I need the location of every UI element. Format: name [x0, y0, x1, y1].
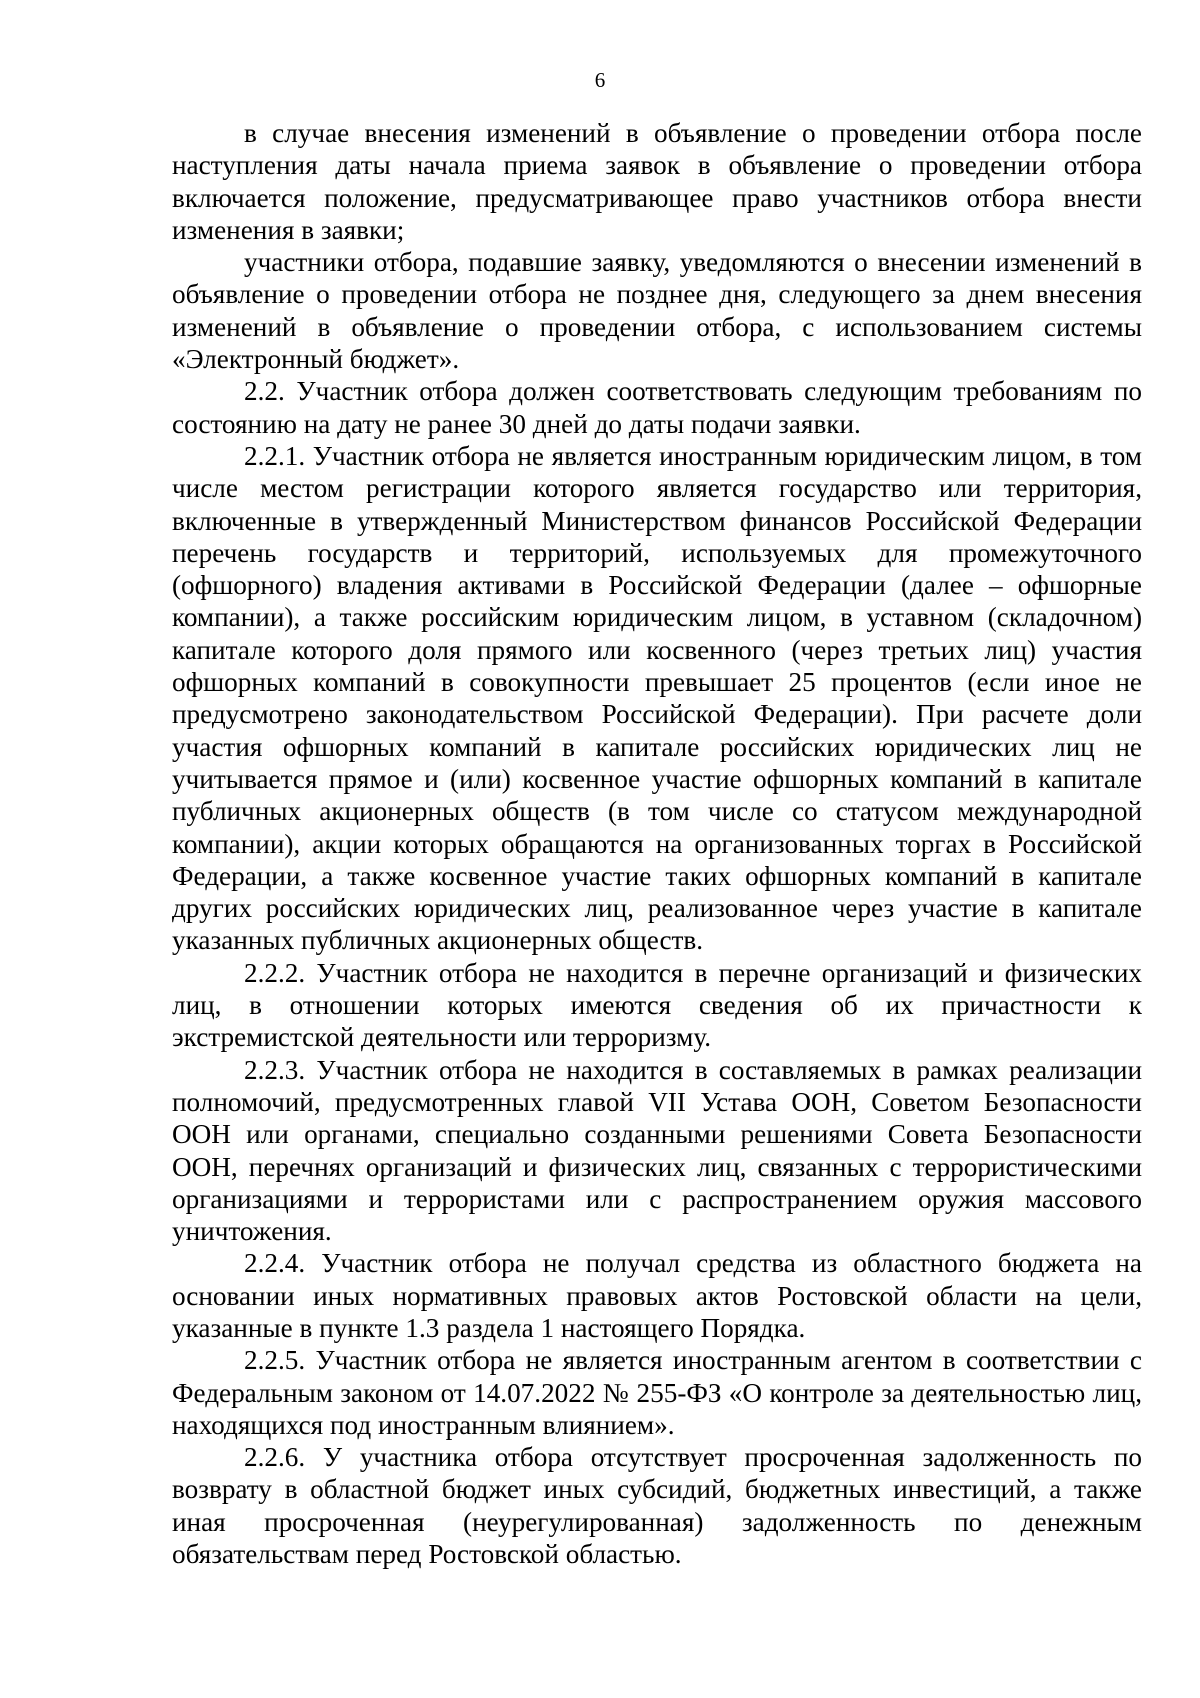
paragraph-amendment-rights: в случае внесения изменений в объявление о проведении отбора после наступления даты начала приема заявок в объявление о проведении отбора включается положение, предусматривающее право участников отбора внести изменения в заявки;	[172, 118, 1142, 245]
paragraph-2-2-1-offshore: 2.2.1. Участник отбора не является иностранным юридическим лицом, в том числе местом регистрации которого является государство или территория, включенные в утвержденный Министерством финансов Российской Федерации перечень государств и территорий, используемых для промежуточного (офшорного) владения активами в Российской Федерации (далее – офшорные компании), а также российским юридическим лицом, в уставном (складочном) капитале которого доля прямого или косвенного (через третьих лиц) участия офшорных компаний в совокупности превышает 25 процентов (если иное не предусмотрено законодательством Российской Федерации). При расчете доли участия офшорных компаний в капитале российских юридических лиц не учитывается прямое и (или) косвенное участие офшорных компаний в капитале публичных акционерных обществ (в том числе со статусом международной компании), акции которых обращаются на организованных торгах в Российской Федерации, а также косвенное участие таких офшорных компаний в капитале других российских юридических лиц, реализованное через участие в капитале указанных публичных акционерных обществ.	[172, 440, 1142, 956]
paragraph-2-2-2-extremism: 2.2.2. Участник отбора не находится в перечне организаций и физических лиц, в отношении которых имеются сведения об их причастности к экстремистской деятельности или терроризму.	[172, 957, 1142, 1053]
document-body	[172, 117, 1142, 1570]
paragraph-2-2-3-un-lists: 2.2.3. Участник отбора не находится в составляемых в рамках реализации полномочий, предусмотренных главой VII Устава ООН, Советом Безопасности ООН или органами, специально созданными решениями Совета Безопасности ООН, перечнях организаций и физических лиц, связанных с террористическими организациями и террористами или с распространением оружия массового уничтожения.	[172, 1054, 1142, 1247]
paragraph-2-2-4-regional-budget: 2.2.4. Участник отбора не получал средства из областного бюджета на основании иных нормативных правовых актов Ростовской области на цели, указанные в пункте 1.3 раздела 1 настоящего Порядка.	[172, 1248, 1142, 1343]
page-number: 6	[594, 68, 606, 92]
paragraph-participant-notification: участники отбора, подавшие заявку, уведомляются о внесении изменений в объявление о проведении отбора не позднее дня, следующего за днем внесения изменений в объявление о проведении отбора, с использованием системы «Электронный бюджет».	[172, 247, 1142, 375]
paragraph-2-2-5-foreign-agent: 2.2.5. Участник отбора не является иностранным агентом в соответствии с Федеральным законом от 14.07.2022 № 255-ФЗ «О контроле за деятельностью лиц, находящихся под иностранным влиянием».	[172, 1345, 1142, 1440]
paragraph-2-2-requirements: 2.2. Участник отбора должен соответствовать следующим требованиям по состоянию на дату не ранее 30 дней до даты подачи заявки.	[172, 376, 1142, 439]
paragraph-2-2-6-debt: 2.2.6. У участника отбора отсутствует просроченная задолженность по возврату в областной бюджет иных субсидий, бюджетных инвестиций, а также иная просроченная (неурегулированная) задолженность по денежным обязательствам перед Ростовской областью.	[172, 1442, 1142, 1570]
